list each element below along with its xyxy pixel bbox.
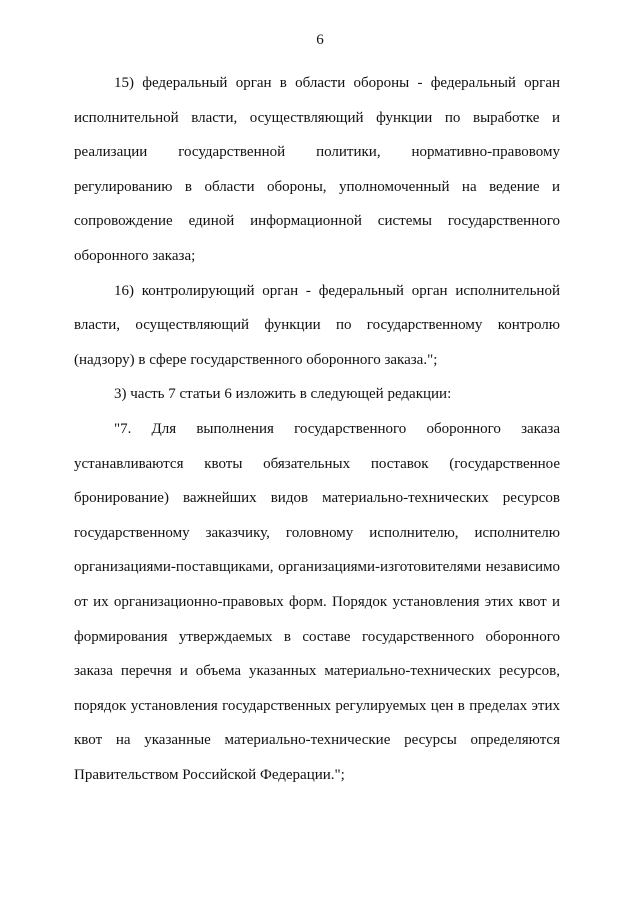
paragraph-text: 15) федеральный орган в области обороны - федеральный орган исполнительной власти, осуществляющий функции по выработке и реализации государственной политики, нормативно-правовому регулированию в области обороны, уполномоченный на ведение и сопровождение единой информационной системы государственного оборонного заказа;	[74, 75, 560, 264]
paragraph-text: "7. Для выполнения государственного оборонного заказа устанавливаются квоты обязательных поставок (государственное бронирование) важнейших видов материально-технических ресурсов государственному заказчику, головному исполнителю, исполнителю организациями-поставщиками, организациями-изготовителями независимо от их организационно-правовых форм. Порядок установления этих квот и формирования утверждаемых в составе государственного оборонного заказа перечня и объема указанных материально-технических ресурсов, порядок установления государственных регулируемых цен в пределах этих квот на указанные материально-технические ресурсы определяются Правительством Российской Федерации.";	[74, 420, 560, 783]
paragraph-item-15	[74, 66, 560, 274]
page-number: 6	[316, 32, 324, 48]
paragraph-item-16	[74, 274, 560, 378]
paragraph-amendment-3	[74, 377, 560, 412]
paragraph-text: 16) контролирующий орган - федеральный орган исполнительной власти, осуществляющий функции по государственному контролю (надзору) в сфере государственного оборонного заказа.";	[74, 282, 560, 368]
paragraph-part-7	[74, 412, 560, 793]
document-body	[74, 66, 560, 792]
paragraph-text: 3) часть 7 статьи 6 изложить в следующей редакции:	[114, 386, 452, 403]
